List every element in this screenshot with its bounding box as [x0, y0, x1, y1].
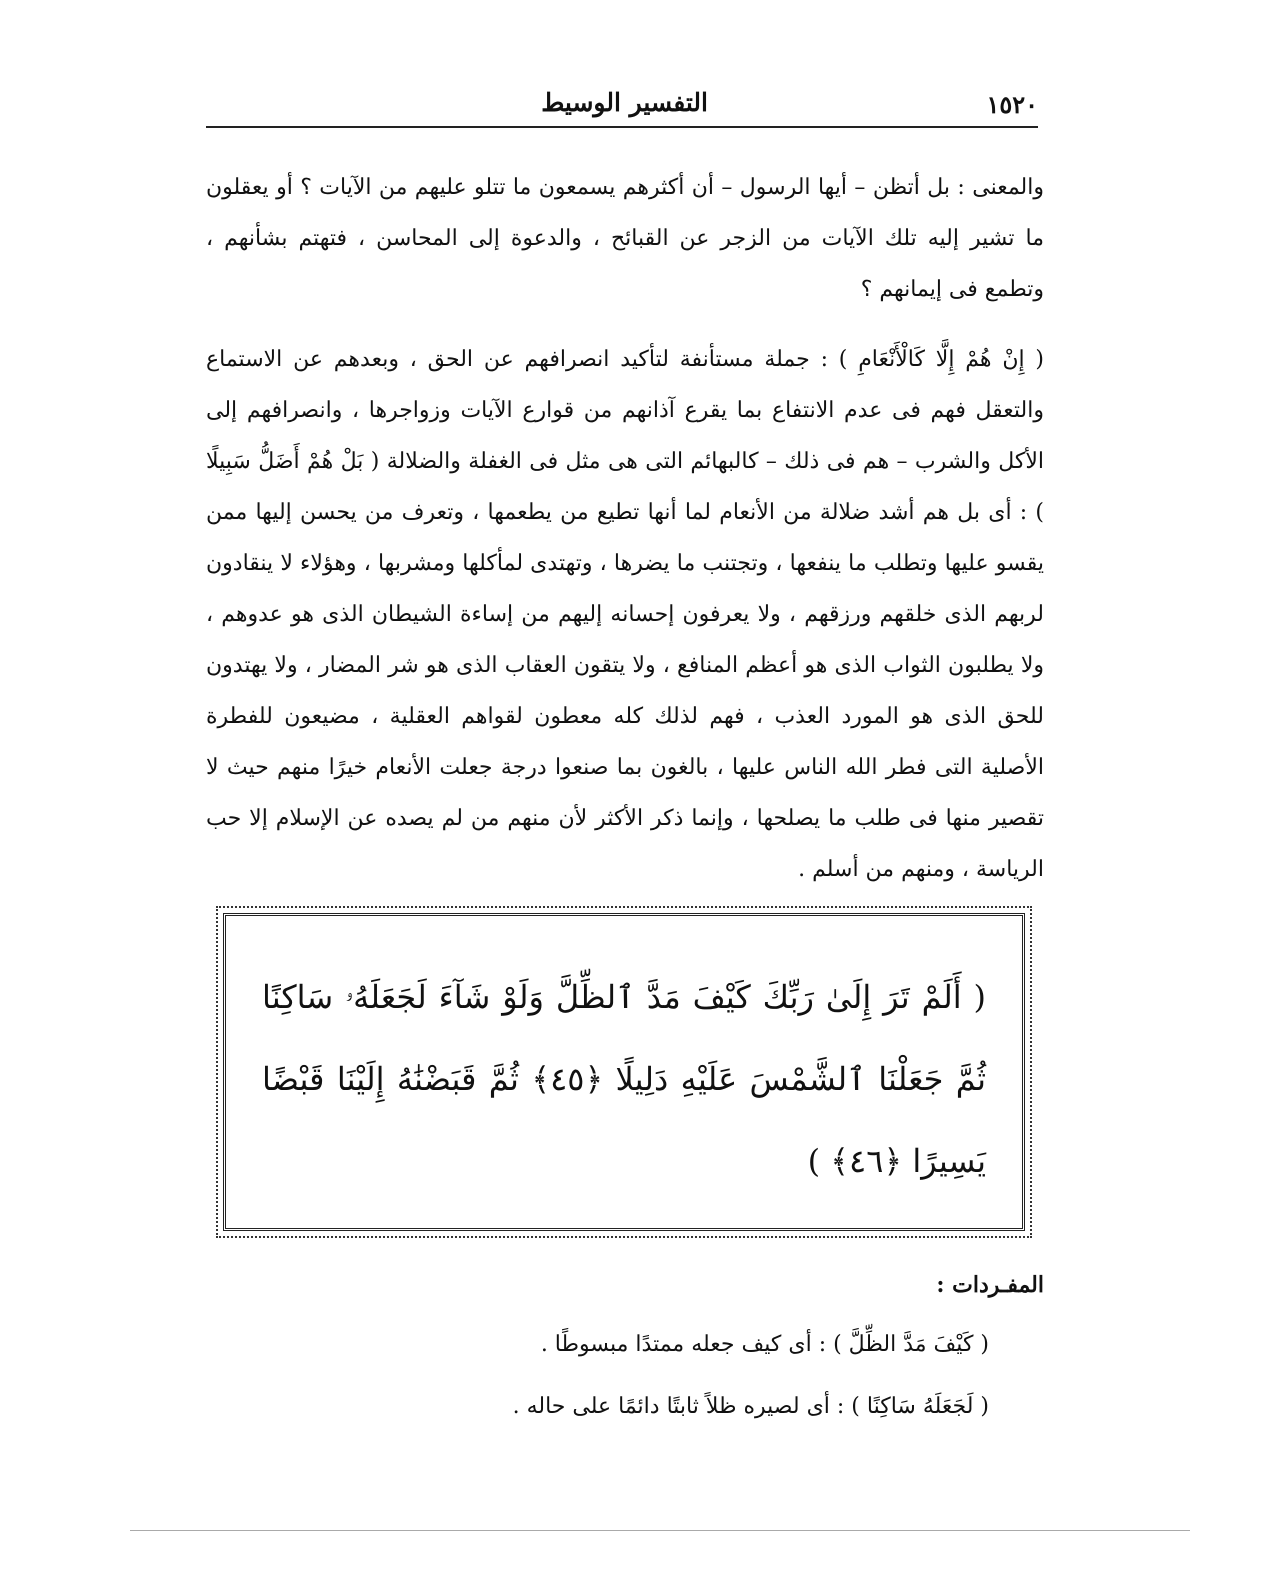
verse-frame — [223, 913, 1025, 1231]
commentary-paragraph: ( إِنْ هُمْ إِلَّا كَالْأَنْعَامِ ) : جملة مستأنفة لتأكيد انصرافهم عن الحق ، وبعدهم عن الاستماع والتعقل فهم فى عدم الانتفاع بما يقرع آذانهم من قوارع الآيات وزواجرها ، وانصرافهم إلى الأكل والشرب – هم فى ذلك – كالبهائم التى هى مثل فى الغفلة والضلالة ( بَلْ هُمْ أَضَلُّ سَبِيلًا ) : أى بل هم أشد ضلالة من الأنعام لما أنها تطيع من يطعمها ، وتعرف من يحسن إليها ممن يقسو عليها وتطلب ما ينفعها ، وتجتنب ما يضرها ، وتهتدى لمأكلها ومشربها ، وهؤلاء لا ينقادون لربهم الذى خلقهم ورزقهم ، ولا يعرفون إحسانه إليهم من إساءة الشيطان الذى هو عدوهم ، ولا يطلبون الثواب الذى هو أعظم المنافع ، ولا يتقون العقاب الذى هو شر المضار ، ولا يهتدون للحق الذى هو المورد العذب ، فهم لذلك كله معطون لقواهم العقلية ، مضيعون للفطرة الأصلية التى فطر الله الناس عليها ، بالغون بما صنعوا درجة جعلت الأنعام خيرًا منهم حيث لا تقصير منها فى طلب ما يصلحها ، وإنما ذكر الأكثر لأن منهم من لم يصده عن الإسلام إلا حب الرياسة ، ومنهم من أسلم . — [206, 347, 1044, 882]
footer-rule — [130, 1530, 1190, 1531]
page-header — [206, 84, 1038, 128]
quran-verse: ( أَلَمْ تَرَ إِلَىٰ رَبِّكَ كَيْفَ مَدَّ ٱلظِّلَّ وَلَوْ شَآءَ لَجَعَلَهُۥ سَاكِنًا ثُمَّ جَعَلْنَا ٱلشَّمْسَ عَلَيْهِ دَلِيلًا ﴿٤٥﴾ ثُمَّ قَبَضْنَٰهُ إِلَيْنَا قَبْضًا يَسِيرًا ﴿٤٦﴾ ) — [262, 978, 986, 1180]
vocabulary-item: ( كَيْفَ مَدَّ الظِّلَّ ) : أى كيف جعله ممتدًا مبسوطًا . — [540, 1332, 989, 1357]
page-number: ١٥٢٠ — [986, 90, 1038, 119]
commentary-paragraph: والمعنى : بل أتظن – أيها الرسول – أن أكثرهم يسمعون ما تتلو عليهم من الآيات ؟ أو يعقلون ما تشير إليه تلك الآيات من الزجر عن القبائح ، والدعوة إلى المحاسن ، فتهتم بشأنهم ، وتطمع فى إيمانهم ؟ — [206, 175, 1044, 302]
vocabulary-heading: المفـردات : — [936, 1272, 1044, 1298]
vocabulary-item: ( لَجَعَلَهُ سَاكِنًا ) : أى لصيره ظلاً ثابتًا دائمًا على حاله . — [512, 1394, 989, 1419]
book-title: التفسير الوسيط — [541, 88, 708, 117]
